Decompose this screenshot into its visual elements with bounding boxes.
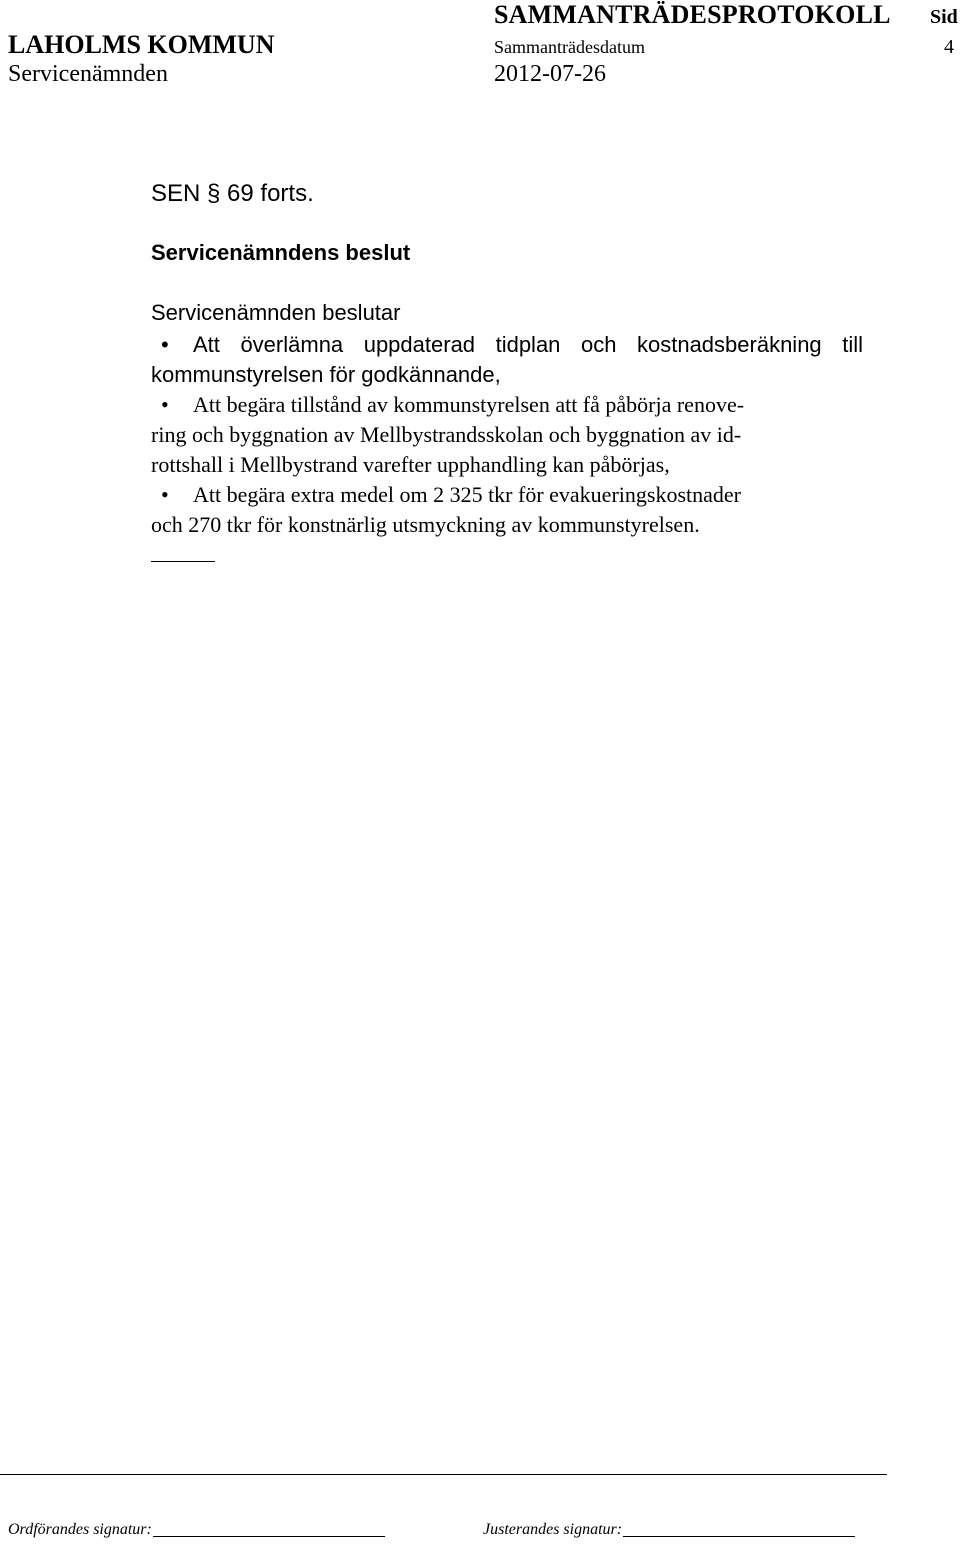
footer-divider [0, 1474, 887, 1475]
section-end-rule [151, 561, 215, 562]
list-item-3-line-1 [151, 480, 863, 510]
list-item-1-line-1 [151, 330, 863, 360]
adjuster-signature-label: Justerandes signatur: [483, 1521, 623, 1538]
list-item-text: ring och byggnation av Mellbystrandsskolan och byggnation av id- [151, 422, 742, 447]
list-item-text: Att begära tillstånd av kommunstyrelsen att få påbörja renove- [193, 392, 745, 417]
committee-name: Servicenämnden [8, 61, 168, 87]
meeting-date: 2012-07-26 [494, 61, 606, 87]
decision-intro: Servicenämnden beslutar [151, 300, 401, 325]
list-item-text: Att begära extra medel om 2 325 tkr för evakueringskostnader [193, 482, 741, 507]
chair-signature-label: Ordförandes signatur: [8, 1521, 152, 1538]
list-item-3-line-2 [151, 510, 863, 540]
chair-signature-line [153, 1536, 385, 1537]
decision-list [151, 330, 863, 540]
decision-heading: Servicenämndens beslut [151, 240, 411, 265]
list-item-1-line-2 [151, 360, 863, 390]
page-number: 4 [944, 36, 954, 58]
list-item-text: och 270 tkr för konstnärlig utsmyckning av kommunstyrelsen. [151, 512, 700, 537]
section-reference: SEN § 69 forts. [151, 180, 314, 207]
bullet-icon: • [161, 392, 169, 417]
list-item-2-line-3 [151, 450, 863, 480]
list-item-2-line-2 [151, 420, 863, 450]
list-item-2-line-1 [151, 390, 863, 420]
list-item-text: rottshall i Mellbystrand varefter upphandling kan påbörjas, [151, 452, 670, 477]
page-label: Sid [930, 6, 958, 28]
list-item-text: kommunstyrelsen för godkännande, [151, 362, 501, 387]
adjuster-signature-line [623, 1536, 855, 1537]
bullet-icon: • [161, 482, 169, 507]
list-item-text: Att överlämna uppdaterad tidplan och kostnadsberäkning till [193, 332, 863, 357]
municipality-name: LAHOLMS KOMMUN [8, 30, 275, 59]
protocol-title: SAMMANTRÄDESPROTOKOLL [494, 0, 891, 29]
meeting-date-label: Sammanträdesdatum [494, 37, 645, 57]
bullet-icon: • [161, 332, 169, 357]
